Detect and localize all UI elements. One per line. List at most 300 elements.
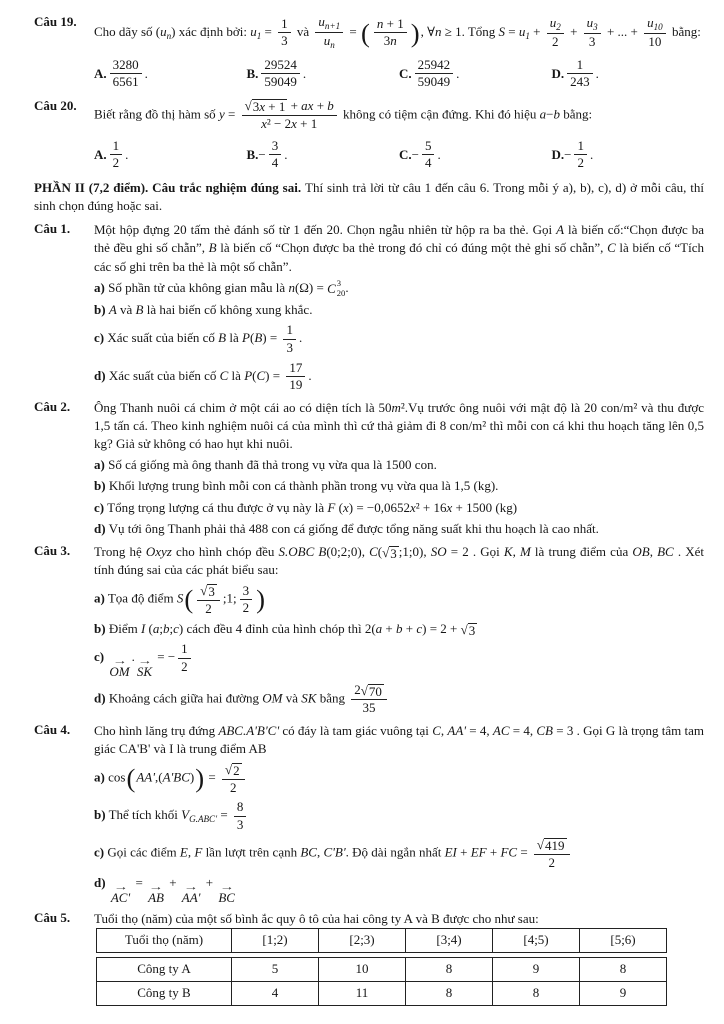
text-run: 3 — [252, 99, 260, 115]
text-run: Tuổi thọ (năm) của một số bình ắc quy ô tô của hai công ty A và B được cho như sau: — [94, 910, 539, 926]
numerator — [178, 642, 191, 659]
radicand — [544, 838, 567, 853]
radical-icon: √ — [224, 761, 233, 777]
subscript: 1 — [525, 31, 530, 41]
text-run: − — [564, 146, 572, 162]
text-run: lần lượt trên cạnh — [202, 844, 301, 860]
italic-run: u — [318, 14, 325, 29]
question-3-text — [94, 543, 704, 579]
text-run: = 3 . Gọi G là trọng tâm tam giác CA'B' và I là trung điểm AB — [94, 722, 705, 757]
radical-icon: √ — [382, 544, 390, 560]
italic-run: S — [498, 23, 506, 39]
italic-run: E, F — [179, 844, 203, 860]
fraction — [261, 58, 300, 90]
table-row-company-b — [97, 981, 667, 1005]
text-run: ;1;0), — [398, 543, 431, 559]
superscript: 3 — [336, 278, 342, 289]
text-run: ) cách đều 4 đỉnh của hình chóp thì 2( — [178, 621, 376, 637]
italic-run: x — [261, 116, 267, 132]
denominator — [278, 33, 291, 49]
text-run: và — [116, 302, 136, 318]
text-run: ) xác định bởi: — [171, 23, 251, 39]
text-run: = — [217, 807, 231, 823]
text-run: 3 — [281, 33, 288, 49]
italic-run: AA' — [447, 722, 467, 738]
vector-arrow-icon: → — [219, 882, 234, 894]
text-run: , — [316, 844, 324, 860]
text-run: Ông Thanh nuôi cá chim ở một cái ao có diện tích là 50 — [94, 399, 392, 415]
numerator — [222, 762, 245, 779]
text-run: + — [529, 23, 544, 39]
text-run: . — [456, 65, 460, 81]
text-run: ,( — [154, 769, 163, 785]
text-run — [106, 875, 109, 890]
text-run: . — [144, 65, 148, 81]
text-run: 419 — [545, 837, 565, 853]
text-run: 3 — [236, 816, 244, 832]
square-root — [461, 623, 478, 638]
text-run: . — [595, 65, 599, 81]
text-run: ( — [335, 499, 343, 515]
italic-run: c — [173, 621, 179, 637]
text-run: ) = — [265, 367, 284, 383]
fraction — [374, 17, 407, 49]
text-run: là hai biến cố không xung khắc. — [143, 302, 313, 318]
text-run: 4 — [271, 155, 279, 171]
question-20-text — [94, 98, 704, 133]
italic-run: EF — [470, 844, 487, 860]
italic-run: u — [160, 23, 167, 39]
bold-run: d) — [94, 875, 106, 891]
text-run: = 4, — [509, 722, 537, 738]
italic-run: B — [135, 302, 144, 318]
text-run: Cho dãy số ( — [94, 23, 161, 39]
fraction — [283, 323, 296, 355]
bold-run: d) — [94, 690, 106, 706]
italic-run: B — [254, 330, 263, 346]
table-cell: 11 — [319, 981, 406, 1005]
bold-run: D. — [551, 65, 565, 81]
table-cell: 8 — [493, 981, 580, 1005]
statement-a — [94, 761, 704, 796]
numerator — [278, 17, 291, 34]
italic-run: n — [390, 33, 397, 49]
radicand — [252, 99, 288, 114]
italic-run: A — [556, 222, 565, 238]
option-c — [399, 57, 552, 91]
italic-run: OM — [262, 690, 283, 706]
italic-run: b — [553, 106, 560, 122]
fraction — [422, 139, 435, 171]
italic-run: P — [242, 330, 250, 346]
denominator — [269, 155, 282, 171]
text-run: 2 — [230, 779, 237, 795]
italic-run: AC — [492, 722, 510, 738]
italic-run: CB — [536, 722, 553, 738]
denominator — [110, 155, 123, 171]
table-cell: 9 — [493, 957, 580, 981]
bold-run: C. — [399, 146, 412, 162]
text-run: 2 — [242, 600, 250, 616]
text-run: 3 — [208, 584, 215, 600]
text-run: 1 — [286, 322, 293, 338]
radicand — [389, 546, 399, 561]
statement-a — [94, 279, 704, 299]
option-a — [94, 138, 247, 172]
bold-run: c) — [94, 330, 105, 346]
fraction — [644, 16, 666, 50]
text-run: 3 — [390, 545, 397, 561]
text-run: 1 — [112, 137, 120, 153]
fraction — [534, 837, 570, 870]
text-run: không có tiệm cận đứng. Khi đó hiệu — [339, 106, 540, 122]
text-run: Biết rằng đồ thị hàm số — [94, 106, 219, 122]
numerator — [584, 16, 601, 34]
radical-icon: √ — [360, 682, 368, 698]
table-cell: [4;5) — [493, 928, 580, 952]
question-1 — [34, 221, 704, 394]
italic-run: ax — [301, 97, 314, 113]
text-run: ) = — [262, 330, 281, 346]
text-run: 10 — [648, 34, 662, 50]
vector-arrow-icon: → — [137, 656, 152, 668]
text-run: 3 — [242, 582, 250, 598]
text-run: Tọa độ điểm — [104, 590, 177, 606]
table-cell: 8 — [406, 981, 493, 1005]
denominator — [240, 600, 253, 616]
question-1-label: Câu 1. — [34, 221, 71, 237]
text-run: ) = −0,0652 — [348, 499, 410, 515]
option-d — [552, 138, 705, 172]
text-run: 1 — [576, 56, 584, 72]
text-run: = — [505, 23, 519, 39]
vector-name: AC' — [110, 889, 131, 905]
statement-c — [94, 836, 704, 871]
big-paren: ( — [126, 763, 136, 794]
text-run: Thí sinh trả lời từ câu 1 đến câu 6. Trong mỗi ý a), b), c), d) ở mỗi câu, thí sinh chọn đúng hoặc sai. — [34, 179, 704, 213]
text-run: . — [589, 146, 594, 162]
text-run: + 1 — [264, 99, 286, 115]
italic-run: B — [208, 240, 217, 256]
text-run: = 2 . Gọi — [446, 543, 504, 559]
vector — [136, 656, 152, 680]
text-run: = — [224, 106, 239, 122]
italic-run: n — [288, 279, 295, 295]
question-4-text — [94, 722, 704, 758]
denominator — [178, 659, 191, 675]
vector-name: OM — [109, 664, 130, 680]
fraction — [574, 139, 587, 171]
fraction — [315, 15, 343, 51]
denominator — [234, 817, 247, 833]
italic-run: C — [432, 722, 441, 738]
text-run: 2 — [354, 681, 361, 697]
radical-icon: √ — [244, 98, 252, 114]
text-run: Gọi các điểm — [104, 844, 180, 860]
italic-run: x — [342, 499, 349, 515]
text-run: . — [284, 146, 288, 162]
vector-arrow-icon: → — [183, 882, 199, 894]
fraction — [240, 584, 253, 616]
text-run: + 1500 (kg) — [452, 499, 518, 515]
text-run: Số cá giống mà ông thanh đã thả trong vụ vừa qua là 1500 con. — [104, 457, 437, 473]
fraction — [269, 139, 282, 171]
italic-run: ABC.A'B'C' — [218, 722, 280, 738]
option-c — [399, 138, 552, 172]
big-paren: ) — [410, 17, 420, 48]
numerator — [110, 139, 123, 156]
text-run: ( — [377, 543, 383, 559]
bold-run: b) — [94, 807, 106, 823]
denominator — [584, 34, 601, 50]
denominator — [283, 340, 296, 356]
bold-run: B. — [246, 65, 259, 81]
denominator — [374, 33, 407, 49]
text-run: là trung điểm của — [530, 543, 633, 559]
text-run: 29524 — [264, 56, 297, 72]
italic-run: n — [376, 15, 384, 31]
subscript: 1 — [256, 31, 262, 41]
denominator — [286, 377, 305, 393]
table-cell: [1;2) — [232, 928, 319, 952]
text-run — [104, 649, 107, 664]
question-4-body — [94, 722, 704, 905]
subscript: 3 — [593, 22, 598, 33]
question-5 — [34, 910, 704, 1006]
italic-run: x — [291, 116, 297, 132]
italic-run: A — [108, 302, 117, 318]
vector-name: BC — [218, 889, 235, 905]
text-run: là biến cố “Chọn được ba thẻ trong đó chỉ có đúng một thẻ ghi số chẵn”, — [216, 240, 608, 256]
bold-run: b) — [94, 621, 106, 637]
text-run: 243 — [570, 74, 590, 90]
text-run: 3 — [588, 34, 596, 50]
numerator — [286, 361, 305, 378]
table-header-row — [97, 928, 667, 952]
italic-run: u — [647, 14, 654, 30]
text-run: ² − 2 — [266, 116, 292, 132]
italic-run: m — [391, 399, 401, 415]
question-3-label: Câu 3. — [34, 542, 71, 558]
vector-arrow-icon: → — [112, 656, 127, 668]
square-root — [361, 684, 384, 699]
text-run: Vụ tới ông Thanh phải thả 488 con cá giống để được tổng năng suất khi thu hoạch là cao nhất. — [105, 520, 599, 536]
question-19-body — [94, 14, 704, 93]
italic-run: A'BC — [162, 769, 190, 785]
denominator — [567, 74, 593, 90]
denominator — [644, 34, 666, 50]
subscript: n — [330, 40, 335, 51]
text-run: , — [649, 543, 658, 559]
text-run: 59049 — [264, 74, 297, 90]
italic-run: C — [219, 367, 229, 383]
question-19-label: Câu 19. — [34, 14, 77, 29]
subscript: 10 — [653, 22, 663, 33]
bold-run: A. — [94, 65, 107, 81]
text-run: + — [287, 97, 302, 113]
fraction — [351, 683, 387, 716]
vector-name: AA' — [181, 889, 201, 905]
question-19 — [34, 14, 704, 93]
text-run: = — [346, 23, 360, 39]
numerator — [261, 58, 300, 75]
text-run: = − — [154, 649, 176, 665]
text-run: . — [345, 279, 349, 295]
italic-run: C — [369, 543, 378, 559]
subscript: 2 — [556, 22, 561, 33]
fraction — [584, 16, 601, 50]
text-run: 2 — [205, 600, 212, 616]
text-run: 3 — [271, 137, 279, 153]
option-b — [247, 57, 400, 91]
statement-d — [94, 520, 704, 538]
numerator — [197, 583, 220, 600]
italic-run: u — [586, 14, 594, 30]
text-run: (Ω) = — [294, 279, 328, 295]
big-paren: ) — [256, 584, 265, 615]
text-run: 1 — [577, 137, 584, 153]
italic-run: V — [181, 807, 190, 823]
question-20 — [34, 98, 704, 174]
italic-run: y — [218, 106, 225, 122]
big-paren: ( — [360, 17, 370, 48]
question-1-body — [94, 221, 704, 394]
text-run: 6561 — [112, 74, 139, 90]
subscript: n+1 — [324, 21, 341, 32]
vector — [109, 656, 130, 680]
text-run: ².Vụ trước ông nuôi với mật độ là 20 con/m² và thu được 1,5 tấn cá. Theo kinh nghiệm nuôi cá của mình thì cứ thả giảm đi 8 con/m² thì mỗi con cá khi thu hoạch tăng lên 0,5 kg? Giả sử không có hao hụt khi nuôi. — [94, 399, 704, 452]
text-run: 5 — [424, 137, 432, 153]
italic-run: c — [416, 621, 423, 637]
text-run: ( — [252, 367, 257, 383]
text-run: + 1 — [383, 15, 404, 31]
subscript: 20 — [336, 287, 346, 298]
text-run: 59049 — [417, 74, 451, 90]
text-run: . — [125, 146, 129, 162]
italic-run: SO — [430, 543, 447, 559]
radicand — [232, 763, 242, 778]
subscript: n — [166, 31, 172, 41]
table-cell: 8 — [406, 957, 493, 981]
statement-d — [94, 682, 704, 717]
text-run: . — [437, 146, 441, 162]
text-run: ( — [249, 330, 255, 346]
numerator — [374, 17, 407, 34]
question-2 — [34, 399, 704, 538]
statement-a — [94, 456, 704, 474]
text-run: + — [402, 621, 417, 637]
text-run: Một hộp đựng 20 tấm thẻ đánh số từ 1 đến 20. Chọn ngẫu nhiên từ hộp ra ba thẻ. Gọi — [94, 222, 557, 238]
bold-run: c) — [94, 499, 105, 515]
text-run: 3280 — [112, 56, 139, 72]
battery-life-table-header — [96, 928, 667, 953]
numerator — [269, 139, 282, 156]
numerator — [422, 139, 435, 156]
numerator — [283, 323, 296, 340]
italic-run: C'B' — [323, 844, 346, 860]
statement-a — [94, 582, 704, 617]
italic-run: C — [256, 367, 266, 383]
vector — [218, 882, 235, 905]
text-run: (0;2;0), — [326, 543, 370, 559]
text-run: . Xét tính đúng sai của các phát biểu sau: — [94, 543, 705, 578]
question-5-label: Câu 5. — [34, 909, 71, 925]
fraction — [567, 58, 593, 90]
square-root — [200, 584, 217, 599]
bold-run: c) — [94, 649, 105, 665]
statement-d — [94, 874, 704, 905]
bold-run: d) — [94, 367, 106, 383]
numerator — [415, 58, 454, 75]
text-run: bằng: — [668, 23, 701, 39]
italic-run: C — [607, 240, 616, 256]
text-run: 8 — [236, 799, 244, 815]
text-run: . — [131, 649, 135, 665]
text-run: , — [440, 722, 448, 738]
denominator — [242, 116, 337, 132]
question-1-text — [94, 221, 704, 276]
numerator — [567, 58, 593, 75]
fraction — [286, 361, 305, 393]
italic-run: I — [140, 621, 146, 637]
vector-name: AB — [148, 889, 164, 905]
fraction — [415, 58, 454, 90]
text-run: 1 — [181, 641, 188, 657]
vector-arrow-icon: → — [113, 882, 128, 894]
text-run: 17 — [289, 359, 303, 375]
table-cell: Công ty A — [97, 957, 232, 981]
italic-run: OB — [632, 543, 650, 559]
denominator — [547, 34, 564, 50]
text-run: − — [546, 106, 554, 122]
table-cell: 9 — [580, 981, 667, 1005]
statement-c — [94, 641, 704, 679]
text-run: ;1; — [222, 590, 237, 606]
text-run: + — [382, 621, 397, 637]
numerator — [315, 15, 343, 33]
italic-run: BC — [657, 543, 674, 559]
square-root — [225, 763, 242, 778]
vector — [148, 882, 164, 905]
italic-run: SK — [301, 690, 317, 706]
denominator — [261, 74, 300, 90]
italic-run: b — [327, 97, 334, 113]
question-20-body — [94, 98, 704, 174]
bold-run: b) — [94, 302, 106, 318]
text-run: 1 — [281, 15, 288, 31]
italic-run: a — [152, 621, 160, 637]
numerator — [234, 800, 247, 817]
text-run: ; — [169, 621, 174, 637]
question-2-body — [94, 399, 704, 538]
table-cell: 4 — [232, 981, 319, 1005]
italic-run: b — [163, 621, 170, 637]
fraction — [178, 642, 191, 674]
text-run: . — [308, 367, 312, 383]
denominator — [574, 155, 587, 171]
fraction — [197, 583, 220, 616]
fraction — [110, 139, 123, 171]
table-row-company-a — [97, 957, 667, 981]
italic-run: BC — [300, 844, 317, 860]
text-run: cos — [104, 769, 126, 785]
text-run: 35 — [362, 700, 376, 716]
question-2-text — [94, 399, 704, 454]
italic-run: a — [539, 106, 547, 122]
text-run: 2 — [112, 155, 120, 171]
square-root — [245, 99, 288, 114]
table-cell: 10 — [319, 957, 406, 981]
